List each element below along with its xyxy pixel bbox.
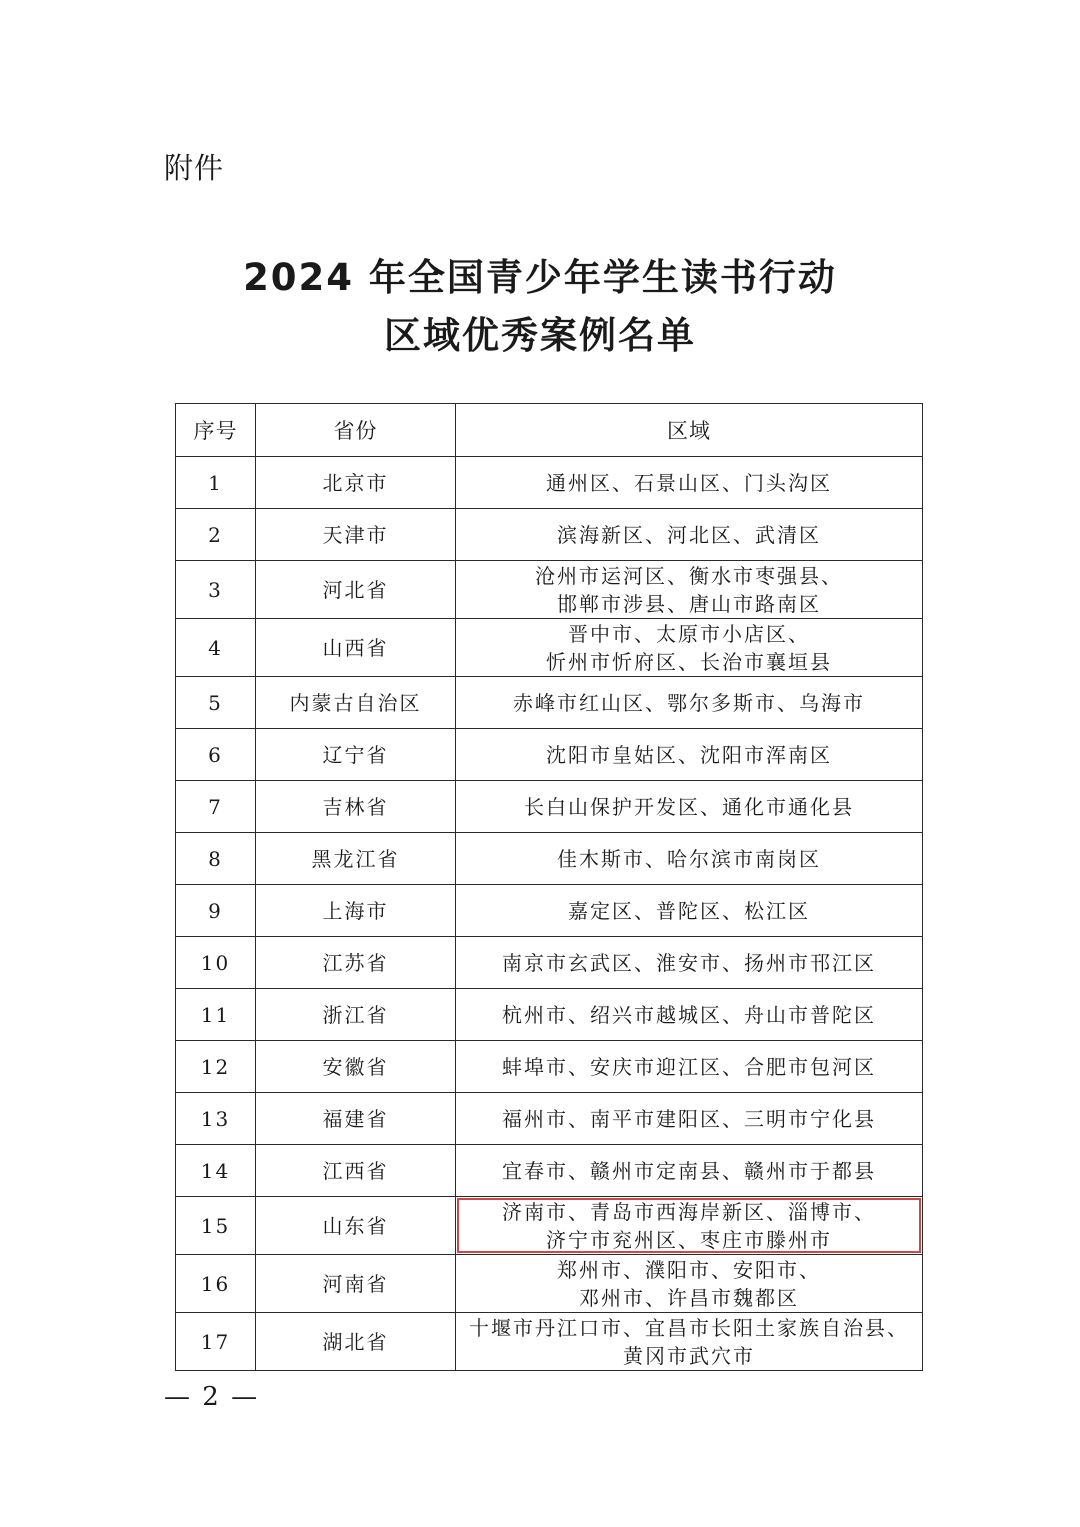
table-row <box>176 457 923 509</box>
row-region <box>456 457 923 509</box>
row-province: 内蒙古自治区 <box>256 677 456 729</box>
row-serial: 1 <box>176 457 256 509</box>
row-serial: 9 <box>176 885 256 937</box>
region-line: 长白山保护开发区、通化市通化县 <box>524 794 854 819</box>
table-row <box>176 1145 923 1197</box>
row-province: 上海市 <box>256 885 456 937</box>
row-province: 辽宁省 <box>256 729 456 781</box>
table-row <box>176 1197 923 1255</box>
row-region <box>456 729 923 781</box>
row-province: 湖北省 <box>256 1313 456 1371</box>
table-row <box>176 885 923 937</box>
table-header-row <box>176 404 923 457</box>
region-line: 济宁市兖州区、枣庄市滕州市 <box>546 1227 832 1252</box>
row-region-highlighted <box>456 1197 923 1255</box>
region-line: 嘉定区、普陀区、松江区 <box>568 898 810 923</box>
row-region <box>456 1313 923 1371</box>
region-line: 济南市、青岛市西海岸新区、淄博市、 <box>502 1199 876 1224</box>
row-region <box>456 781 923 833</box>
row-serial: 8 <box>176 833 256 885</box>
row-region <box>456 885 923 937</box>
region-line: 沈阳市皇姑区、沈阳市浑南区 <box>546 742 832 767</box>
region-line: 蚌埠市、安庆市迎江区、合肥市包河区 <box>502 1054 876 1079</box>
header-province: 省份 <box>256 404 456 457</box>
table-row <box>176 1093 923 1145</box>
table-row <box>176 677 923 729</box>
row-province: 天津市 <box>256 509 456 561</box>
table-row <box>176 989 923 1041</box>
region-line: 郑州市、濮阳市、安阳市、 <box>557 1257 821 1282</box>
region-line: 通州区、石景山区、门头沟区 <box>546 470 832 495</box>
row-province: 江苏省 <box>256 937 456 989</box>
row-province: 山西省 <box>256 619 456 677</box>
row-region <box>456 677 923 729</box>
row-province: 北京市 <box>256 457 456 509</box>
row-serial: 12 <box>176 1041 256 1093</box>
region-line: 宜春市、赣州市定南县、赣州市于都县 <box>502 1158 876 1183</box>
row-province: 河北省 <box>256 561 456 619</box>
case-list-table <box>175 403 923 1371</box>
row-serial: 10 <box>176 937 256 989</box>
region-line: 晋中市、太原市小店区、 <box>568 621 810 646</box>
attachment-label: 附件 <box>164 151 225 185</box>
row-province: 安徽省 <box>256 1041 456 1093</box>
row-region <box>456 1093 923 1145</box>
table-row <box>176 937 923 989</box>
row-serial: 13 <box>176 1093 256 1145</box>
region-line: 福州市、南平市建阳区、三明市宁化县 <box>502 1106 876 1131</box>
region-line: 南京市玄武区、淮安市、扬州市邗江区 <box>502 950 876 975</box>
table-row <box>176 561 923 619</box>
region-line: 邓州市、许昌市魏都区 <box>579 1285 799 1310</box>
row-serial: 2 <box>176 509 256 561</box>
row-province: 河南省 <box>256 1255 456 1313</box>
row-province: 黑龙江省 <box>256 833 456 885</box>
row-region <box>456 1255 923 1313</box>
row-serial: 5 <box>176 677 256 729</box>
row-region <box>456 561 923 619</box>
table-row <box>176 1313 923 1371</box>
region-line: 沧州市运河区、衡水市枣强县、 <box>535 563 843 588</box>
region-line: 邯郸市涉县、唐山市路南区 <box>557 591 821 616</box>
row-serial: 4 <box>176 619 256 677</box>
row-region <box>456 509 923 561</box>
row-serial: 16 <box>176 1255 256 1313</box>
page-number: — 2 — <box>164 1382 260 1412</box>
row-serial: 14 <box>176 1145 256 1197</box>
table-row <box>176 729 923 781</box>
row-region <box>456 833 923 885</box>
table-row <box>176 509 923 561</box>
row-province: 吉林省 <box>256 781 456 833</box>
document-title-line-1: 2024 年全国青少年学生读书行动 <box>243 256 837 299</box>
table-row <box>176 781 923 833</box>
row-province: 山东省 <box>256 1197 456 1255</box>
region-line: 忻州市忻府区、长治市襄垣县 <box>546 649 832 674</box>
region-line: 杭州市、绍兴市越城区、舟山市普陀区 <box>502 1002 876 1027</box>
table-row <box>176 619 923 677</box>
header-serial: 序号 <box>176 404 256 457</box>
header-region: 区域 <box>456 404 923 457</box>
row-region <box>456 1041 923 1093</box>
row-serial: 6 <box>176 729 256 781</box>
row-serial: 17 <box>176 1313 256 1371</box>
row-province: 浙江省 <box>256 989 456 1041</box>
table-row <box>176 833 923 885</box>
row-region <box>456 1145 923 1197</box>
row-serial: 7 <box>176 781 256 833</box>
region-line: 黄冈市武穴市 <box>623 1343 755 1368</box>
row-serial: 3 <box>176 561 256 619</box>
table-body <box>176 457 923 1371</box>
row-serial: 15 <box>176 1197 256 1255</box>
region-line: 滨海新区、河北区、武清区 <box>557 522 821 547</box>
row-region <box>456 619 923 677</box>
row-region <box>456 937 923 989</box>
row-province: 福建省 <box>256 1093 456 1145</box>
region-line: 佳木斯市、哈尔滨市南岗区 <box>557 846 821 871</box>
table-row <box>176 1255 923 1313</box>
row-serial: 11 <box>176 989 256 1041</box>
row-province: 江西省 <box>256 1145 456 1197</box>
document-title-line-2: 区域优秀案例名单 <box>384 314 696 357</box>
table-row <box>176 1041 923 1093</box>
region-line: 十堰市丹江口市、宜昌市长阳土家族自治县、 <box>469 1315 909 1340</box>
region-line: 赤峰市红山区、鄂尔多斯市、乌海市 <box>513 690 865 715</box>
row-region <box>456 989 923 1041</box>
